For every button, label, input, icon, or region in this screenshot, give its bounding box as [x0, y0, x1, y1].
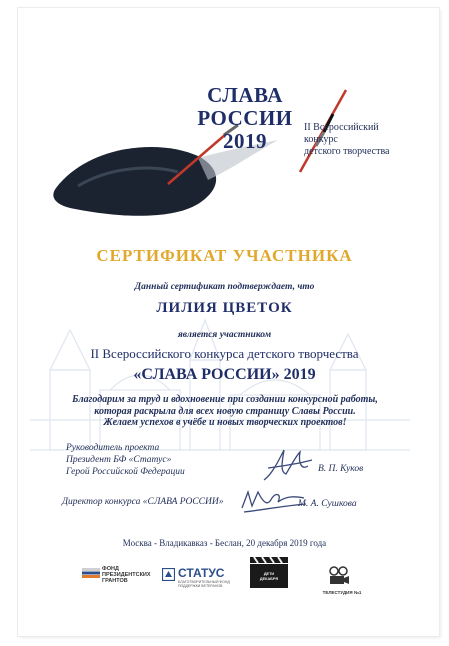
director-title: Директор конкурса «СЛАВА РОССИИ»	[62, 497, 224, 507]
subtitle-line-3: детского творчества	[304, 146, 390, 157]
is-participant-text: является участником	[177, 330, 272, 340]
head-name: В. П. Куков	[318, 464, 364, 474]
head-line-1: Руководитель проекта	[66, 443, 160, 453]
participant-name: ЛИЛИЯ ЦВЕТОК	[156, 300, 293, 316]
title-line-2: РОССИИ	[197, 106, 293, 130]
presidential-grants-logo	[82, 564, 151, 596]
tv-text: ТЕЛЕСТУДИЯ №1	[322, 590, 362, 595]
fund-line-3: ГРАНТОВ	[102, 578, 128, 585]
film-line-1: ДЕТИ	[263, 572, 275, 576]
place-date: Москва - Владикавказ - Беслан, 20 декабря 2019 года	[122, 538, 327, 548]
status-tagline: БЛАГОТВОРИТЕЛЬНЫЙ ФОНД ПОДДЕРЖКИ ВЕТЕРАНОВ	[178, 580, 230, 588]
fund-line-2: ПРЕЗИДЕНТСКИХ	[102, 572, 151, 579]
contest-name: «СЛАВА РОССИИ» 2019	[133, 366, 316, 383]
fund-text	[102, 566, 150, 585]
head-line-3: Герой Российской Федерации	[66, 467, 185, 477]
logo-title	[190, 84, 300, 153]
status-word: СТАТУС	[178, 566, 225, 580]
title-line-3: 2019	[223, 129, 267, 153]
film-line-2: ДЕКАБРЯ	[259, 576, 279, 581]
head-line-2: Президент БФ «Статус»	[66, 455, 172, 465]
film-camera-icon	[328, 566, 350, 586]
film-logo	[246, 554, 292, 594]
contest-line: II Всероссийского конкурса детского творчества	[90, 346, 359, 361]
thanks-text	[60, 394, 390, 429]
subtitle-line-1: II Всероссийский	[304, 122, 379, 133]
film-label	[250, 572, 288, 581]
tv-studio-logo	[312, 566, 372, 600]
contest-subtitle	[304, 122, 424, 158]
confirm-text: Данный сертификат подтверждает, что	[134, 282, 315, 292]
status-emblem-icon	[162, 568, 175, 581]
project-head-block	[66, 442, 226, 478]
certificate-title: СЕРТИФИКАТ УЧАСТНИКА	[96, 246, 353, 265]
thanks-line-1: Благодарим за труд и вдохновение при создании конкурсной работы,	[72, 394, 378, 405]
director-name: М. А. Сушкова	[298, 499, 357, 509]
thanks-line-3: Желаем успехов в учёбе и новых творческих проектов!	[103, 417, 347, 428]
title-line-1: СЛАВА	[207, 83, 283, 107]
status-logo	[162, 566, 232, 590]
subtitle-line-2: конкурс	[304, 134, 338, 145]
fund-line-1: ФОНД	[102, 566, 119, 572]
signature-mark	[258, 444, 314, 486]
thanks-line-2: которая раскрыла для всех новую страницу Славы России.	[94, 405, 356, 417]
flag-bars-icon	[82, 568, 100, 578]
